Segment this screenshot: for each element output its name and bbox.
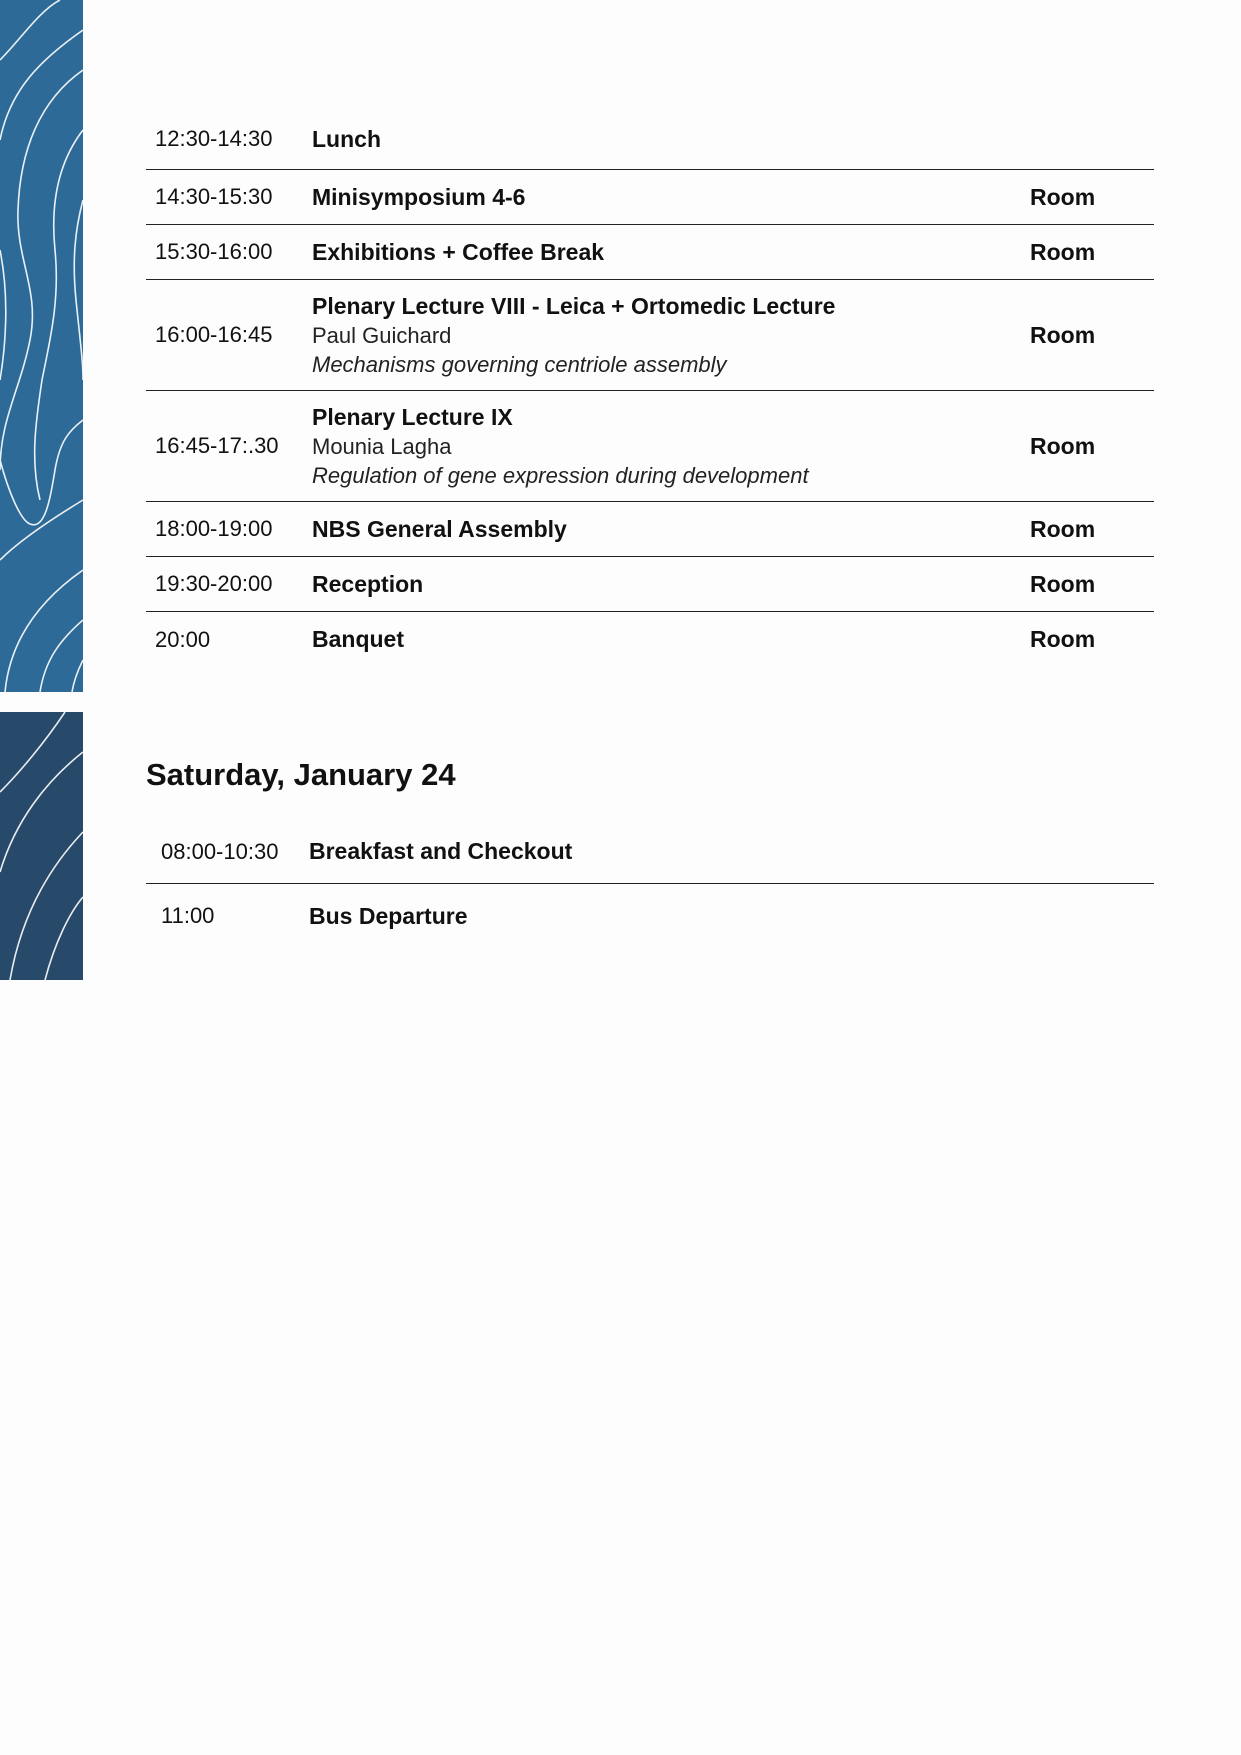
time-slot: 15:30-16:00 [155,239,273,264]
talk-title: Mechanisms governing centriole assembly [312,351,727,377]
event-cell [309,837,1154,866]
schedule-row [146,225,1154,280]
schedule-row [146,557,1154,612]
time-slot: 14:30-15:30 [155,184,273,209]
schedule-row [146,391,1154,502]
time-slot: 20:00 [155,626,211,652]
event-title: Banquet [312,626,404,652]
event-cell [312,238,1030,267]
speaker-name: Mounia Lagha [312,433,452,459]
event-cell [312,625,1030,654]
decorative-side-strip-bottom [0,712,83,980]
time-slot: 12:30-14:30 [155,126,273,151]
schedule-table-saturday [146,820,1154,948]
event-title: Minisymposium 4-6 [312,183,526,210]
event-cell [312,570,1030,599]
schedule-row [146,884,1154,948]
event-cell [312,292,1030,379]
room-label: Room [1030,432,1096,459]
room-label: Room [1030,183,1096,210]
event-cell [312,403,1030,490]
event-title: Breakfast and Checkout [309,838,573,864]
time-slot: 18:00-19:00 [155,516,273,541]
contour-pattern-icon [0,712,83,980]
room-label: Room [1030,238,1096,265]
time-slot: 16:00-16:45 [155,322,273,347]
event-cell [312,183,1030,212]
event-cell [312,125,1030,154]
schedule-table-friday [146,109,1154,667]
event-title: Plenary Lecture IX [312,403,513,430]
event-title: Plenary Lecture VIII - Leica + Ortomedic Lecture [312,292,836,319]
event-title: NBS General Assembly [312,515,567,542]
time-slot: 11:00 [161,903,215,928]
room-label: Room [1030,570,1096,597]
schedule-row [146,280,1154,391]
speaker-name: Paul Guichard [312,322,452,348]
talk-title: Regulation of gene expression during development [312,462,809,488]
schedule-row [146,612,1154,667]
schedule-row [146,170,1154,225]
room-label: Room [1030,515,1096,542]
event-title: Bus Departure [309,902,468,929]
decorative-side-strip-top [0,0,83,692]
event-title: Exhibitions + Coffee Break [312,238,605,265]
day-heading: Saturday, January 24 [146,757,456,792]
time-slot: 08:00-10:30 [161,838,279,864]
time-slot: 16:45-17:.30 [155,433,279,458]
event-title: Lunch [312,125,381,152]
event-title: Reception [312,570,424,597]
contour-pattern-icon [0,0,83,692]
schedule-row [146,109,1154,170]
room-label: Room [1030,626,1096,652]
schedule-row [146,820,1154,884]
time-slot: 19:30-20:00 [155,571,273,596]
event-cell [309,902,1154,931]
room-label: Room [1030,321,1096,348]
event-cell [312,515,1030,544]
schedule-row [146,502,1154,557]
